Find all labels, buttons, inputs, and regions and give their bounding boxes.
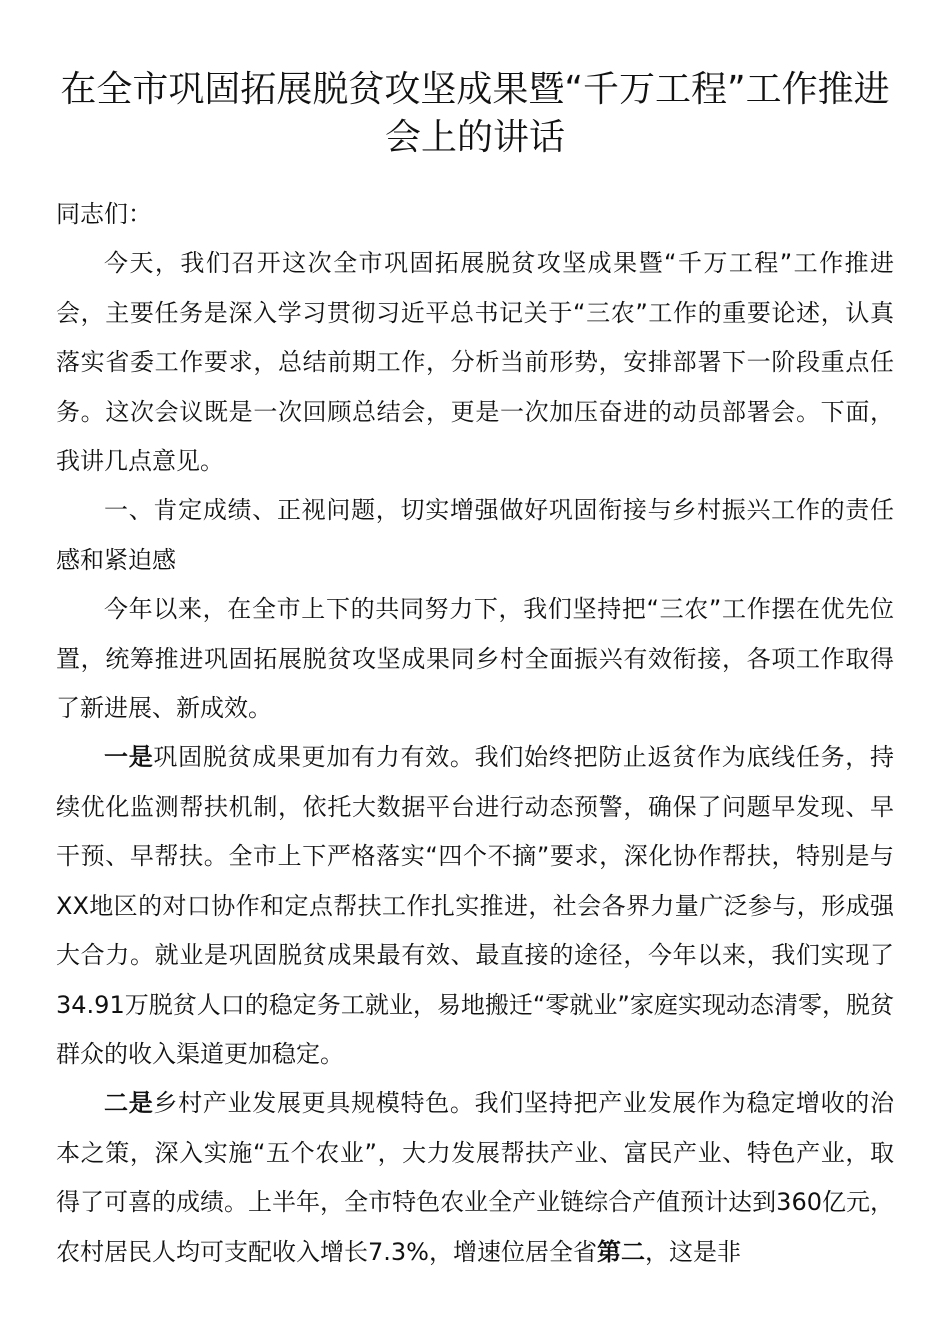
salutation: 同志们： (56, 200, 152, 228)
point-1-text: 巩固脱贫成果更加有力有效。我们始终把防止返贫作为底线任务，持续优化监测帮扶机制，依托大数据平台进行动态预警，确保了问题早发现、早干预、早帮扶。全市上下严格落实“四个不摘”要求，深化协作帮扶，特别是与XX地区的对口协作和定点帮扶工作扎实推进，社会各界力量广泛参与，形成强大合力。就业是巩固脱贫成果最有效、最直接的途径，今年以来，我们实现了34.91万脱贫人口的稳定务工就业，易地搬迁“零就业”家庭实现动态清零，脱贫群众的收入渠道更加稳定。 (56, 743, 895, 1068)
document-body (56, 190, 894, 1277)
paragraph-overview: 今年以来，在全市上下的共同努力下，我们坚持把“三农”工作摆在优先位置，统筹推进巩固拓展脱贫攻坚成果同乡村全面振兴有效衔接，各项工作取得了新进展、新成效。 (56, 595, 894, 723)
section-heading-1: 一、肯定成绩、正视问题，切实增强做好巩固衔接与乡村振兴工作的责任感和紧迫感 (56, 496, 894, 574)
point-2-text-a: 乡村产业发展更具规模特色。我们坚持把产业发展作为稳定增收的治本之策，深入实施“五个农业”，大力发展帮扶产业、富民产业、特色产业，取得了可喜的成绩。上半年，全市特色农业全产业链综合产值预计达到360亿元，农村居民人均可支配收入增长7.3%，增速位居全省 (56, 1089, 895, 1266)
document-title: 在全市巩固拓展脱贫攻坚成果暨“千万工程”工作推进会上的讲话 (60, 69, 890, 158)
paragraph-point-1 (56, 733, 894, 1079)
point-2-lead: 二是 (104, 1089, 154, 1118)
paragraph-intro: 今天，我们召开这次全市巩固拓展脱贫攻坚成果暨“千万工程”工作推进会，主要任务是深入学习贯彻习近平总书记关于“三农”工作的重要论述，认真落实省委工作要求，总结前期工作，分析当前形势，安排部署下一阶段重点任务。这次会议既是一次回顾总结会，更是一次加压奋进的动员部署会。下面，我讲几点意见。 (56, 249, 894, 476)
paragraph-point-2 (56, 1079, 894, 1277)
point-2-text-b: ，这是非 (644, 1237, 741, 1266)
point-2-bold-rank: 第二 (596, 1237, 645, 1266)
point-1-lead: 一是 (104, 743, 154, 772)
